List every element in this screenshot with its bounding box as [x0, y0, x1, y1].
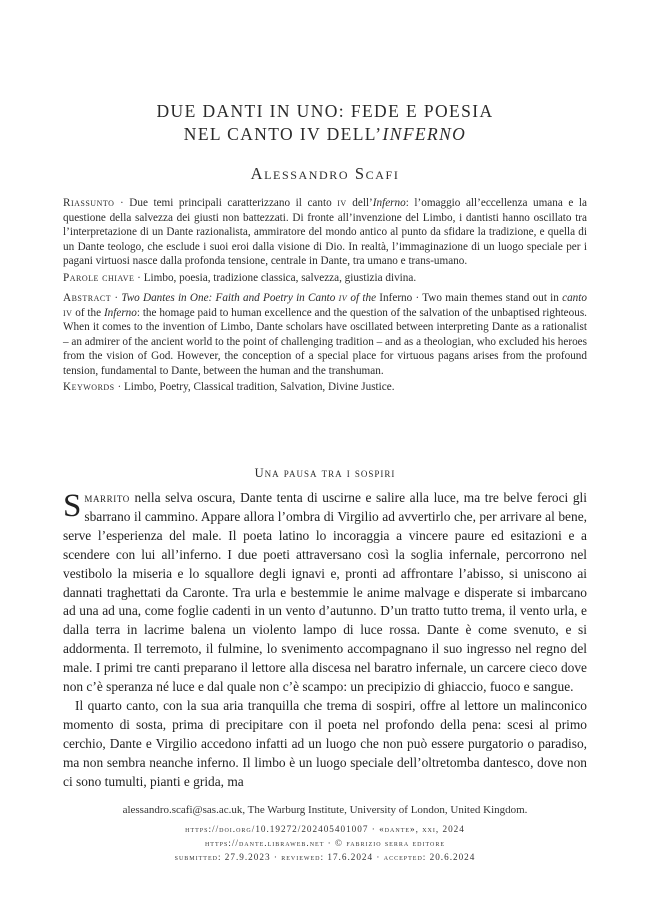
keywords-label: Keywords — [63, 381, 115, 393]
first-word-rest: marrito — [84, 490, 130, 505]
abstract-title-of: of the — [347, 292, 377, 304]
riassunto-text-1: Due temi principali caratterizzano il canto — [129, 197, 338, 209]
paper-title-line-1: DUE DANTI IN UNO: FEDE E POESIA — [156, 101, 494, 121]
dates-line: submitted: 27.9.2023 · reviewed: 17.6.2024 · accepted: 20.6.2024 — [174, 852, 476, 862]
body-paragraph-1-text: nella selva oscura, Dante tenta di uscirne e salire alla luce, ma tre belve feroci gli sbarrano il cammino. Appare allora l’ombra di Virgilio ad avvertirlo che, per arrivare al bene, serve l’esperienza del male. Il poeta latino lo incoraggia a vincere paure ed esitazioni e a scendere con lui all’inferno. I due poeti attraversano così la soglia infernale, percorrono nel vestibolo la miseria e lo squallore degli ignavi e, pronti ad affrontare l’abisso, si uniscono ai dannati traghettati da Caronte. Tra urla e bestemmie le anime malvage e disperate si imbarcano ad una ad una, come foglie cadenti in un vento d’autunno. D’un tratto tutto trema, il vento urla, e dalla terra in lacrime balena un violento lampo di luce rossa. Dante è come svenuto, e si addormenta. Il terremoto, il fulmine, lo svenimento accompagnano il suo ingresso nel regno del male. I primi tre canti preparano il lettore alla discesa nel baratro infernale, un carcere cieco dove non c’è speranza né luce e dal quale non c’è scampo: un precipizio di ghiaccio, fuoco e sangue. — [63, 490, 587, 695]
parole-chiave-paragraph — [63, 271, 587, 286]
riassunto-sep: · — [114, 197, 130, 209]
abstract-canto-italic: canto — [562, 292, 587, 304]
parole-chiave-sep: · — [134, 271, 144, 284]
keywords-text: Limbo, Poetry, Classical tradition, Salvation, Divine Justice. — [123, 381, 395, 393]
abstract-title-canto: iv — [338, 292, 348, 304]
abstract-canto-num: iv — [63, 306, 73, 319]
abstract-inferno: Inferno — [103, 306, 137, 319]
abstract-text-1: Two main themes stand out in — [422, 292, 563, 304]
abstract-block — [63, 196, 587, 395]
abstract-paragraph — [63, 291, 587, 378]
body-text — [63, 489, 587, 792]
riassunto-text-3: : l’omaggio all’eccellenza umana e la questione della salvezza dei giusti non battezzati. Di fronte all’invenzione del Limbo, i dantisti hanno oscillato tra l’interpretazione di un Dante razionalista, ammiratore del mondo antico al punto da sfidare la tradizione, e quella di un Dante teologo, che esclude i suoi eroi dalla visione di Dio. In realtà, l’immaginazione di un luogo speciale per i pagani virtuosi nasce dalla profonda tensione, centrale in Dante, tra umano e trans-umano. — [63, 197, 587, 267]
drop-cap: S — [63, 488, 82, 524]
author-affiliation: alessandro.scafi@sas.ac.uk, The Warburg Institute, University of London, United Kingdom. — [122, 804, 528, 816]
title-block — [0, 100, 650, 184]
abstract-text-3: : the homage paid to human excellence and the question of the salvation of the unbaptised righteous. When it comes to the invention of Limbo, Dante scholars have oscillated between interpreting Dante as a rationalist – an admirer of the ancient world to the point of challenging tradition – and as a theologian, who excluded his heroes from the vision of God. However, the conception of a special place for virtuous pagans arises from the profound tension, fundamental to Dante, between the human and the transhuman. — [63, 306, 587, 377]
body-paragraph-2: Il quarto canto, con la sua aria tranquilla che trema di sospiri, offre al lettore un malinconico momento di sosta, prima di precipitare con il poeta nel profondo della pena: scesi al primo cerchio, Dante e Virgilio accedono infatti ad un luogo che non può essere purgatorio o paradiso, ma non sembra neanche inferno. Il limbo è un luogo speciale dell’oltretomba dantesco, dove non ci sono tumulti, pianti e grida, ma — [63, 697, 587, 789]
riassunto-canto: iv — [337, 197, 347, 209]
page-footer — [0, 804, 650, 862]
riassunto-label: Riassunto — [63, 197, 115, 209]
doi-line: https://doi.org/10.19272/202405401007 · «dante», xxi, 2024 — [185, 824, 465, 834]
parole-chiave-label: Parole chiave — [63, 271, 135, 284]
parole-chiave-text: Limbo, poesia, tradizione classica, salvezza, giustizia divina. — [143, 271, 417, 284]
abstract-title-inferno: Inferno — [376, 292, 413, 304]
body-paragraph-1 — [63, 489, 587, 697]
abstract-sep: · — [111, 292, 122, 304]
keywords-paragraph — [63, 380, 587, 395]
author-name: Alessandro Scafi — [250, 164, 400, 183]
abstract-label: Abstract — [63, 292, 112, 304]
riassunto-inferno: Inferno — [372, 197, 406, 209]
riassunto-paragraph — [63, 196, 587, 269]
abstract-sep-2: · — [412, 292, 423, 304]
section-heading: Una pausa tra i sospiri — [254, 466, 396, 480]
abstract-text-2: of the — [72, 306, 104, 319]
paper-title-line-2 — [0, 123, 650, 146]
riassunto-text-2: dell’ — [346, 197, 373, 209]
abstract-title-italic: Two Dantes in One: Faith and Poetry in Canto — [121, 292, 336, 304]
paper-title-line-2-prefix: NEL CANTO IV DELL’ — [183, 124, 383, 144]
keywords-sep: · — [114, 381, 124, 393]
publisher-line: https://dante.libraweb.net · © fabrizio serra editore — [204, 838, 446, 848]
paper-title-line-2-italic: INFERNO — [382, 124, 467, 144]
